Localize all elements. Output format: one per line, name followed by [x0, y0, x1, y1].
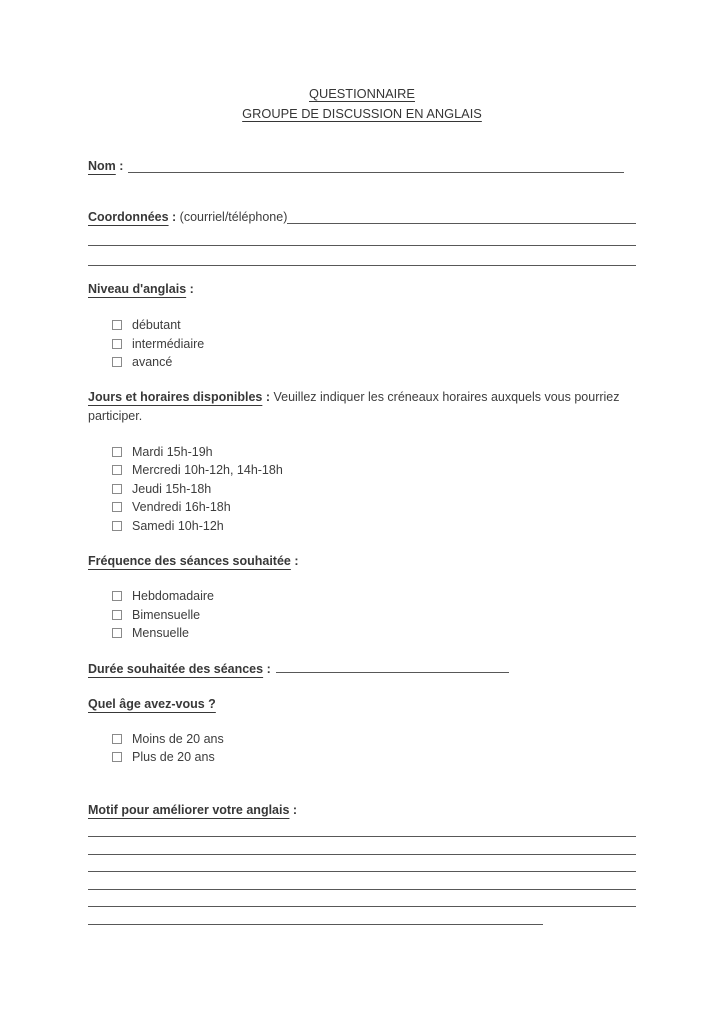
option-label: débutant	[132, 318, 181, 333]
checkbox-icon[interactable]	[112, 447, 122, 457]
option-mensuelle	[88, 624, 636, 643]
checkbox-icon[interactable]	[112, 591, 122, 601]
option-debutant	[88, 316, 636, 335]
checkbox-icon[interactable]	[112, 484, 122, 494]
frequence-label: Fréquence des séances souhaitée	[88, 554, 291, 568]
checkbox-icon[interactable]	[112, 628, 122, 638]
option-label: Jeudi 15h-18h	[132, 481, 212, 496]
option-label: Samedi 10h-12h	[132, 518, 224, 533]
option-label: Mercredi 10h-12h, 14h-18h	[132, 463, 283, 478]
checkbox-icon[interactable]	[112, 734, 122, 744]
checkbox-icon[interactable]	[112, 339, 122, 349]
option-label: Moins de 20 ans	[132, 731, 224, 746]
field-jours	[88, 388, 636, 426]
option-bimensuelle	[88, 606, 636, 625]
motif-write-line[interactable]	[88, 890, 636, 908]
checkbox-icon[interactable]	[112, 521, 122, 531]
field-nom	[88, 157, 636, 176]
motif-write-line[interactable]	[88, 855, 636, 873]
jours-separator: :	[262, 389, 274, 404]
motif-write-line[interactable]	[88, 872, 636, 890]
option-label: intermédiaire	[132, 336, 205, 351]
option-plus-20	[88, 748, 636, 767]
option-label: Mardi 15h-19h	[132, 444, 213, 459]
motif-answer-area	[88, 820, 636, 925]
motif-write-line[interactable]	[88, 820, 636, 838]
coordonnees-separator: :	[168, 210, 180, 224]
option-vendredi	[88, 498, 636, 517]
document-title	[88, 84, 636, 124]
field-niveau	[88, 280, 636, 299]
option-label: Mensuelle	[132, 626, 189, 641]
jours-options	[88, 443, 636, 536]
checkbox-icon[interactable]	[112, 357, 122, 367]
checkbox-icon[interactable]	[112, 610, 122, 620]
coordonnees-write-line[interactable]	[88, 227, 636, 246]
frequence-separator: :	[290, 554, 299, 568]
option-intermediaire	[88, 335, 636, 354]
checkbox-icon[interactable]	[112, 465, 122, 475]
age-options	[88, 730, 636, 767]
title-line-1: QUESTIONNAIRE	[309, 86, 415, 101]
motif-write-line[interactable]	[88, 837, 636, 855]
coordonnees-write-line[interactable]	[287, 212, 636, 224]
nom-write-line[interactable]	[128, 161, 624, 173]
age-label: Quel âge avez-vous ?	[88, 696, 216, 711]
option-label: Plus de 20 ans	[132, 750, 215, 765]
field-coordonnees	[88, 208, 636, 227]
option-jeudi	[88, 480, 636, 499]
niveau-label: Niveau d'anglais	[88, 282, 187, 296]
motif-write-line[interactable]	[88, 907, 543, 925]
jours-label: Jours et horaires disponibles	[88, 389, 263, 404]
checkbox-icon[interactable]	[112, 502, 122, 512]
nom-label: Nom	[88, 159, 116, 173]
field-duree	[88, 660, 636, 679]
option-label: Bimensuelle	[132, 607, 201, 622]
option-label: Vendredi 16h-18h	[132, 500, 231, 515]
option-hebdomadaire	[88, 587, 636, 606]
option-moins-20	[88, 730, 636, 749]
field-age	[88, 695, 636, 714]
option-mercredi	[88, 461, 636, 480]
duree-write-line[interactable]	[276, 661, 509, 673]
duree-label: Durée souhaitée des séances	[88, 661, 264, 676]
checkbox-icon[interactable]	[112, 320, 122, 330]
frequence-options	[88, 587, 636, 643]
checkbox-icon[interactable]	[112, 752, 122, 762]
field-motif	[88, 801, 636, 820]
motif-label: Motif pour améliorer votre anglais	[88, 802, 290, 817]
option-label: Hebdomadaire	[132, 589, 214, 604]
coordonnees-label: Coordonnées	[88, 210, 169, 224]
coordonnees-hint: (courriel/téléphone)	[179, 210, 288, 224]
motif-separator: :	[289, 802, 298, 817]
title-line-2: GROUPE DE DISCUSSION EN ANGLAIS	[242, 106, 482, 121]
coordonnees-write-line[interactable]	[88, 246, 636, 266]
field-frequence	[88, 552, 636, 571]
nom-separator: :	[115, 159, 124, 173]
option-mardi	[88, 443, 636, 462]
option-label: avancé	[132, 355, 173, 370]
option-avance	[88, 353, 636, 372]
niveau-separator: :	[186, 282, 194, 296]
duree-separator: :	[263, 661, 271, 676]
niveau-options	[88, 316, 636, 372]
jours-description: Veuillez indiquer les créneaux horaires auxquels vous pourriez participer.	[88, 389, 620, 423]
option-samedi	[88, 517, 636, 536]
